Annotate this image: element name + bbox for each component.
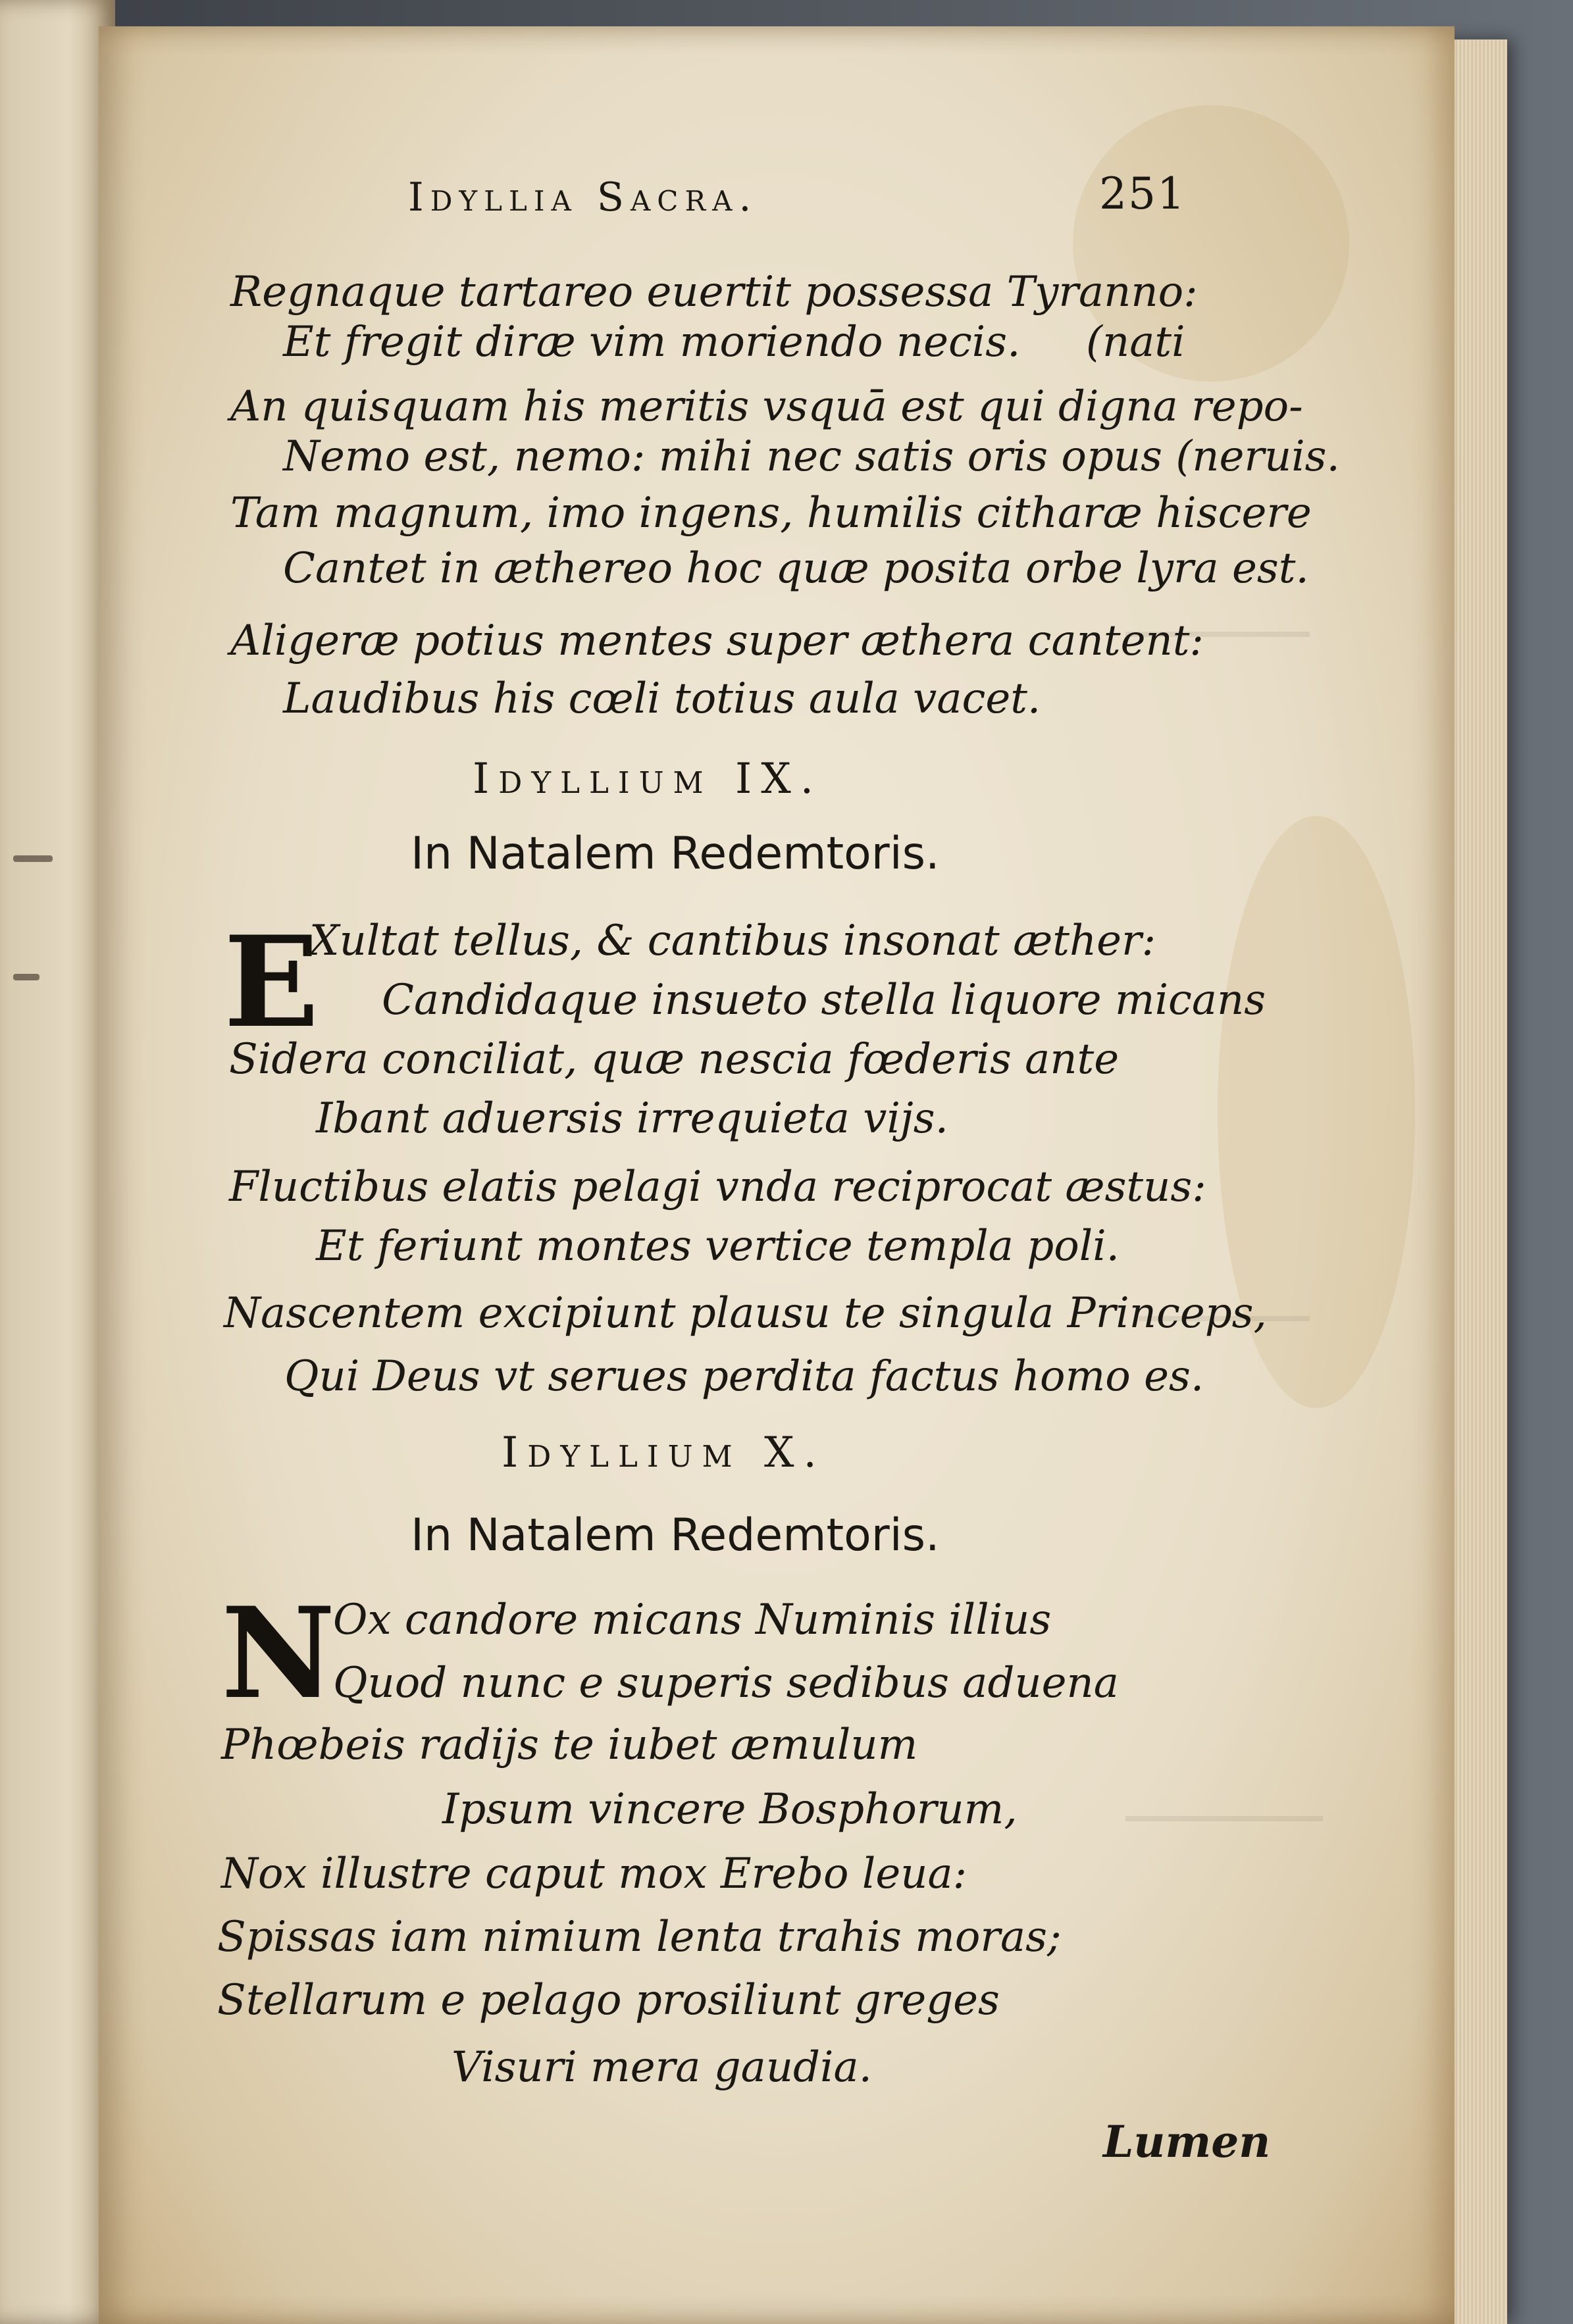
facing-page-edge <box>0 0 115 2324</box>
verse-line: Visuri mera gaudia. <box>451 2043 872 2092</box>
verse-line: Cantet in æthereo hoc quæ posita orbe lyra est. <box>283 544 1309 593</box>
verse-line: Regnaque tartareo euertit possessa Tyranno: <box>230 268 1198 316</box>
verse-line: Aligeræ potius mentes super æthera cantent: <box>230 617 1204 665</box>
verse-line: Stellarum e pelago prosiliunt greges <box>217 1976 1000 2025</box>
verse-line: Ox candore micans Numinis illius <box>333 1596 1052 1644</box>
facing-page-ink-mark <box>13 855 53 862</box>
show-through-mark <box>1125 1816 1323 1821</box>
section-heading: Idyllium X. <box>502 1428 826 1477</box>
verse-turnover: (nati <box>1086 318 1185 366</box>
verse-line: Fluctibus elatis pelagi vnda reciprocat æstus: <box>229 1163 1206 1211</box>
poem-title: In Natalem Redemtoris. <box>411 828 940 880</box>
running-head-title: Idyllia Sacra. <box>408 174 758 220</box>
facing-page-ink-mark <box>13 974 39 980</box>
verse-line: Nascentem excipiunt plausu te singula Princeps, <box>224 1289 1267 1338</box>
catchword: Lumen <box>1103 2116 1271 2167</box>
poem-title: In Natalem Redemtoris. <box>411 1509 940 1561</box>
verse-line: Sidera conciliat, quæ nescia fœderis ante <box>229 1035 1120 1084</box>
verse-line: Ipsum vincere Bosphorum, <box>442 1785 1018 1834</box>
verse-line: Et feriunt montes vertice templa poli. <box>316 1222 1120 1271</box>
page-number: 251 <box>1099 168 1186 219</box>
drop-cap: N <box>221 1580 336 1727</box>
verse-line: Phœbeis radijs te iubet æmulum <box>221 1721 918 1769</box>
verse-line: Candidaque insueto stella liquore micans <box>382 976 1266 1024</box>
verse-line: Nemo est, nemo: mihi nec satis oris opus (neruis. <box>283 432 1340 481</box>
drop-cap: E <box>224 909 319 1055</box>
verse-line: Spissas iam nimium lenta trahis moras; <box>217 1913 1062 1961</box>
verse-line: Ibant aduersis irrequieta vijs. <box>316 1094 948 1143</box>
verse-line: Qui Deus vt serues perdita factus homo es. <box>284 1352 1204 1401</box>
verse-line: Nox illustre caput mox Erebo leua: <box>221 1850 967 1898</box>
verse-line: Xultat tellus, & cantibus insonat æther: <box>309 917 1156 965</box>
verse-line: Et fregit diræ vim moriendo necis. <box>283 318 1021 366</box>
verse-line: An quisquam his meritis vsquā est qui digna repo- <box>230 382 1303 431</box>
section-heading: Idyllium IX. <box>473 755 823 803</box>
verse-line: Laudibus his cœli totius aula vacet. <box>283 674 1041 723</box>
verse-line: Quod nunc e superis sedibus aduena <box>333 1659 1119 1707</box>
verse-line: Tam magnum, imo ingens, humilis citharæ hiscere <box>230 489 1312 538</box>
